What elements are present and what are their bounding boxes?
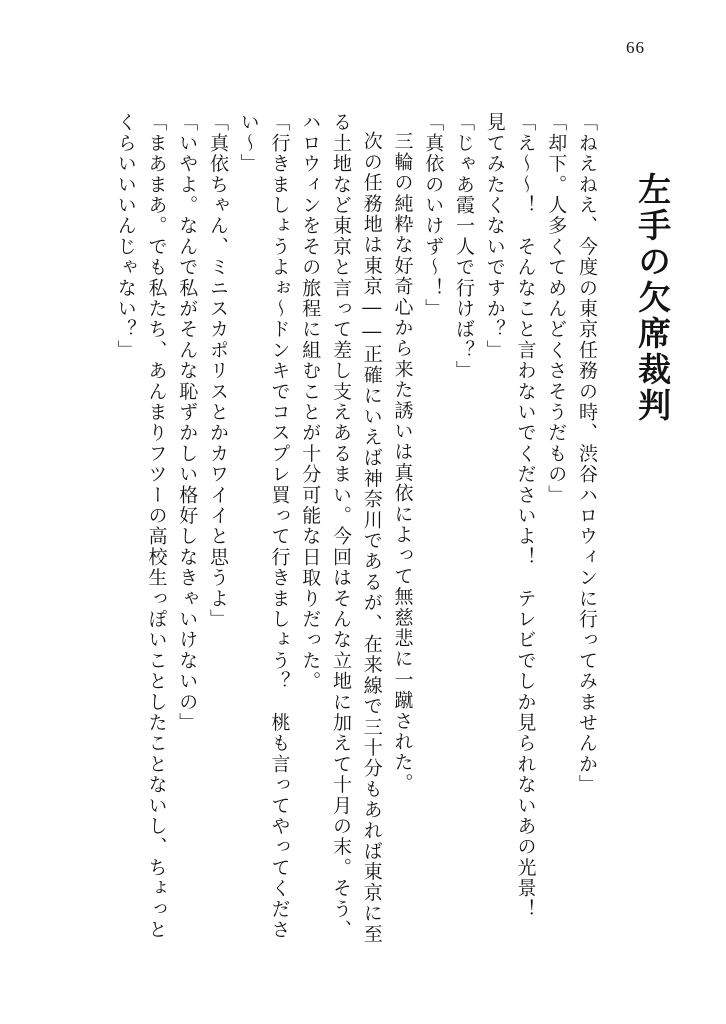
chapter-title: 左手の欠席裁判 [633,172,673,424]
paragraph: 「行きましょうよぉ〜ドンキでコスプレ買って行きましょう？ 桃も言ってやってください〜」 [237,112,291,940]
paragraph: 「じゃあ霞一人で行けば？」 [453,112,475,382]
paragraph: 「真依ちゃん、ミニスカポリスとかカワイイと思うよ」 [207,112,229,630]
paragraph: 「まあまあ。でも私たち、あんまりフツーの高校生っぽいことしたことないし、ちょっとくらいいいんじゃない？」 [114,112,168,940]
paragraph: 「いやよ。なんで私がそんな恥ずかしい格好しなきゃいけないの」 [176,112,199,733]
page-number: 66 [626,38,645,57]
body-text [110,112,602,952]
paragraph: 「却下。人多くてめんどくさそうだもの」 [545,112,568,506]
paragraph: 「え〜〜！ そんなこと言わないでくださいよ！ テレビでしか見られないあの光景！ 見てみたくないですか？」 [483,112,537,941]
paragraph: 「真依のいけず〜！」 [422,112,445,319]
paragraph: 次の任務地は東京――正確にいえば神奈川であるが、在来線で三十分もあれば東京に至る土地など東京と言って差し支えあるまい。今回はそんな立地に加えて十月の末。そう、ハロウィンをその旅程に組むことが十分可能な日取りだった。 [299,112,383,945]
paragraph: 「ねえねえ、今度の東京任務の時、渋谷ハロウィンに行ってみませんか」 [576,112,598,796]
paragraph: 三輪の純粋な好奇心から来た誘いは真依によって無慈悲に一蹴された。 [391,131,414,794]
